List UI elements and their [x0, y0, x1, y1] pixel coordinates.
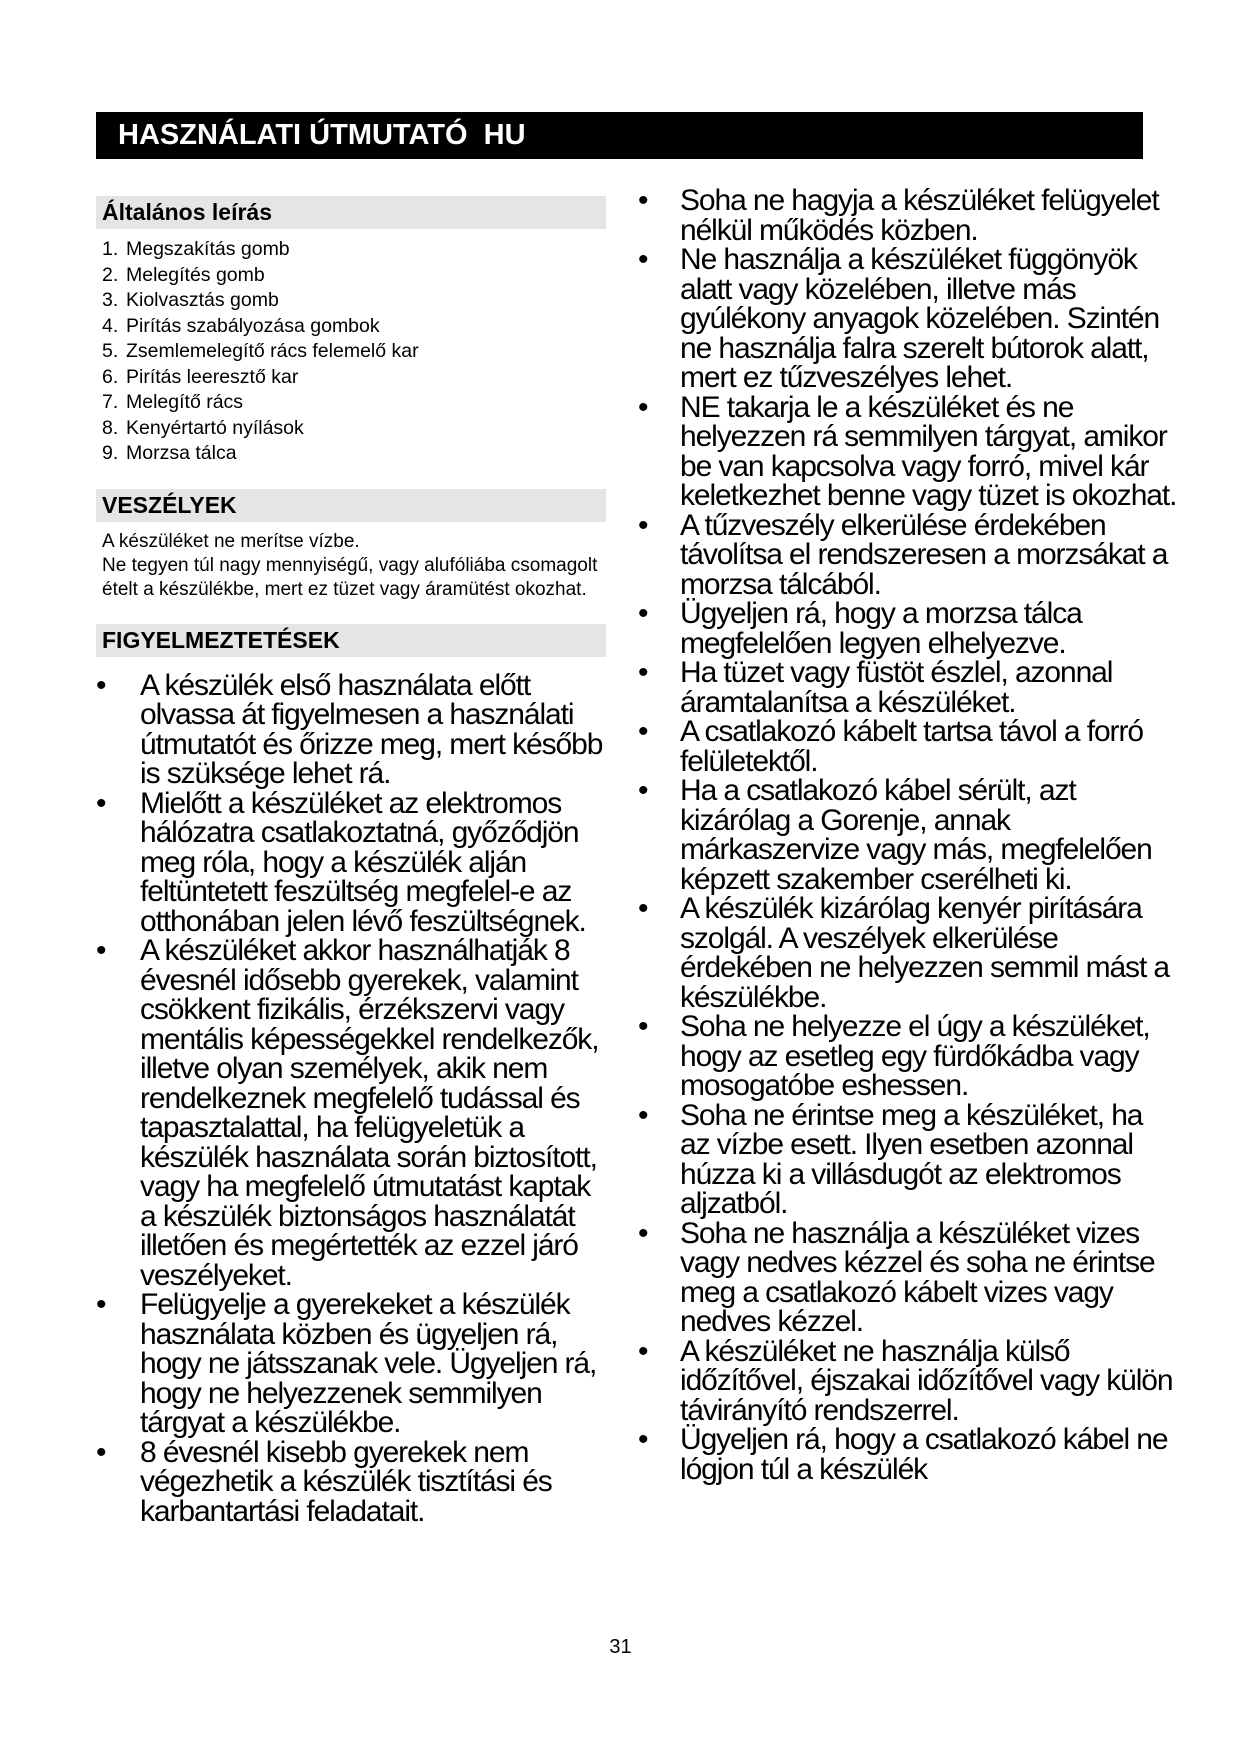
list-item: • Soha ne érintse meg a készüléket, ha az vízbe esett. Ilyen esetben azonnal húzza ki a villásdugót az elektromos aljzatból.: [638, 1098, 1143, 1220]
dangers-title: VESZÉLYEK: [96, 489, 606, 522]
right-column: [638, 186, 1178, 1484]
bullet-icon: •: [638, 656, 648, 689]
bullet-icon: •: [96, 934, 106, 967]
list-item: • A csatlakozó kábelt tartsa távol a forró felületektől.: [638, 715, 1143, 778]
list-item: 1. Megszakítás gomb: [102, 238, 290, 260]
warnings-list-right: [638, 186, 1178, 1484]
list-item: • A készülék kizárólag kenyér pirítására szolgál. A veszélyek elkerülése érdekében ne helyezzen semmil mást a készülékbe.: [638, 892, 1170, 1014]
list-item: • Felügyelje a gyerekeket a készülék használata közben és ügyeljen rá, hogy ne játsszanak vele. Ügyeljen rá, hogy ne helyezzenek semmilyen tárgyat a készülékbe.: [96, 1288, 597, 1439]
list-item: 6. Pirítás leeresztő kar: [102, 365, 299, 388]
bullet-icon: •: [96, 1288, 106, 1321]
list-item: • A készüléket ne használja külső időzítővel, éjszakai időzítővel vagy külön távirányító rendszerrel.: [638, 1334, 1173, 1427]
bullet-icon: •: [638, 715, 648, 748]
list-item: • Soha ne helyezze el úgy a készüléket, hogy az esetleg egy fürdőkádba vagy mosogatóbe eshessen.: [638, 1010, 1150, 1102]
dangers-text: [102, 530, 606, 602]
bullet-icon: •: [96, 1435, 106, 1469]
warnings-list-left: [96, 668, 606, 1528]
list-item: • Ügyeljen rá, hogy a csatlakozó kábel ne lógjon túl a készülék: [638, 1423, 1168, 1486]
bullet-icon: •: [638, 243, 648, 276]
list-item: • Mielőtt a készüléket az elektromos hálózatra csatlakoztatná, győződjön meg róla, hogy a készülék alján feltüntetett feszültség megfelel-e az otthonában jelen lévő feszültségnek.: [96, 786, 586, 938]
list-item: 7. Melegítő rács: [102, 391, 244, 413]
list-item: • NE takarja le a készüléket és ne helyezzen rá semmilyen tárgyat, amikor be van kapcsolva vagy forró, mivel kár keletkezhet benne vagy tüzet is okozhat.: [638, 390, 1177, 512]
list-item: 4. Pirítás szabályozása gombok: [102, 314, 380, 337]
bullet-icon: •: [638, 184, 648, 217]
page-number: 31: [609, 1636, 632, 1658]
danger-line: A készüléket ne merítse vízbe.: [102, 530, 360, 552]
list-item: • Ha a csatlakozó kábel sérült, azt kizárólag a Gorenje, annak márkaszervize vagy más, megfelelően képzett szakember cserélheti ki.: [638, 774, 1152, 896]
list-item: • Ne használja a készüléket függönyök alatt vagy közelében, illetve más gyúlékony anyagok közelében. Szintén ne használja falra szerelt bútorok alatt, mert ez tűzveszélyes lehet.: [638, 243, 1160, 394]
list-item: 8. Kenyértartó nyílások: [102, 416, 304, 439]
list-item: • Ügyeljen rá, hogy a morzsa tálca megfelelően legyen elhelyezve.: [638, 597, 1082, 660]
list-item: 2. Melegítés gomb: [102, 263, 265, 286]
list-item: • A tűzveszély elkerülése érdekében távolítsa el rendszeresen a morzsákat a morzsa tálcából.: [638, 508, 1168, 601]
bullet-icon: •: [638, 1334, 648, 1368]
general-description-title: Általános leírás: [96, 196, 606, 229]
danger-line: Ne tegyen túl nagy mennyiségű, vagy alufóliába csomagolt ételt a készülékbe, mert ez tüzet vagy áramütést okozhat.: [102, 554, 598, 600]
list-item: • A készüléket akkor használhatják 8 évesnél idősebb gyerekek, valamint csökkent fizikális, érzékszervi vagy mentális képességekkel rendelkezők, illetve olyan személyek, akik nem rendelkeznek megfelelő tudással és tapasztalattal, ha felügyeletük a készülék használata során biztosított, vagy ha megfelelő útmutatást kaptak a készülék biztonságos használatát illetően és megértették az ezzel járó veszélyeket.: [96, 934, 599, 1292]
list-item: 9. Morzsa tálca: [102, 442, 237, 464]
left-column: [96, 196, 606, 1526]
bullet-icon: •: [638, 774, 648, 807]
bullet-icon: •: [638, 597, 648, 630]
bullet-icon: •: [96, 668, 106, 702]
parts-list: [96, 237, 606, 467]
list-item: • Soha ne hagyja a készüléket felügyelet nélkül működés közben.: [638, 184, 1159, 247]
bullet-icon: •: [638, 1098, 648, 1132]
bullet-icon: •: [638, 892, 648, 925]
bullet-icon: •: [638, 1423, 648, 1456]
bullet-icon: •: [638, 508, 648, 542]
bullet-icon: •: [96, 786, 106, 820]
list-item: 3. Kiolvasztás gomb: [102, 289, 279, 311]
list-item: 5. Zsemlemelegítő rács felemelő kar: [102, 340, 419, 362]
list-item: • A készülék első használata előtt olvassa át figyelmesen a használati útmutatót és őrizze meg, mert később is szüksége lehet rá.: [96, 668, 603, 790]
page-header: HASZNÁLATI ÚTMUTATÓ HU: [96, 112, 1143, 159]
warnings-title: FIGYELMEZTETÉSEK: [96, 624, 606, 657]
bullet-icon: •: [638, 1216, 648, 1250]
bullet-icon: •: [638, 1010, 648, 1043]
list-item: • 8 évesnél kisebb gyerekek nem végezhetik a készülék tisztítási és karbantartási feladatait.: [96, 1435, 552, 1528]
list-item: • Soha ne használja a készüléket vizes vagy nedves kézzel és soha ne érintse meg a csatlakozó kábelt vizes vagy nedves kézzel.: [638, 1216, 1155, 1338]
list-item: • Ha tüzet vagy füstöt észlel, azonnal áramtalanítsa a készüléket.: [638, 656, 1113, 719]
bullet-icon: •: [638, 390, 648, 424]
